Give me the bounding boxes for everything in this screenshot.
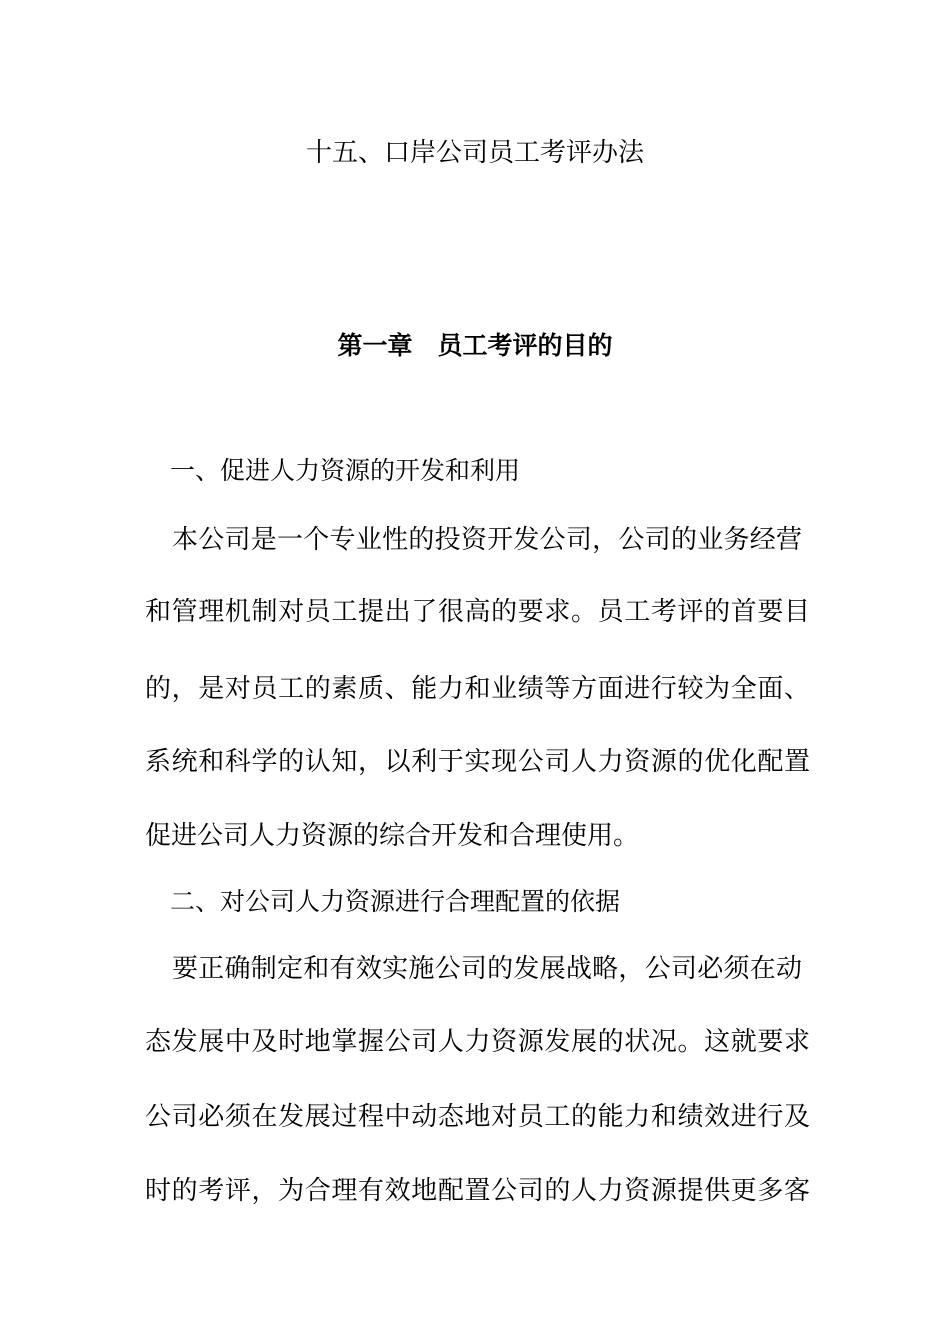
paragraph-line: 本公司是一个专业性的投资开发公司，公司的业务经营 [172, 525, 802, 555]
chapter-title: 第一章 员工考评的目的 [337, 331, 613, 360]
paragraph-line: 要正确制定和有效实施公司的发展战略，公司必须在动 [172, 954, 802, 984]
paragraph-line: 的，是对员工的素质、能力和业绩等方面进行较为全面、 [145, 674, 810, 704]
paragraph-line: 促进公司人力资源的综合开发和合理使用。 [145, 821, 640, 851]
paragraph-line: 系统和科学的认知，以利于实现公司人力资源的优化配置 [145, 747, 810, 777]
paragraph-line: 和管理机制对员工提出了很高的要求。员工考评的首要目 [145, 597, 810, 627]
section-heading-1: 一、促进人力资源的开发和利用 [170, 456, 521, 485]
section-heading-2: 二、对公司人力资源进行合理配置的依据 [170, 887, 621, 916]
paragraph-line: 公司必须在发展过程中动态地对员工的能力和绩效进行及 [145, 1102, 810, 1132]
document-title: 十五、口岸公司员工考评办法 [305, 138, 644, 168]
paragraph-line: 态发展中及时地掌握公司人力资源发展的状况。这就要求 [145, 1027, 810, 1057]
paragraph-line: 时的考评，为合理有效地配置公司的人力资源提供更多客 [145, 1176, 810, 1206]
